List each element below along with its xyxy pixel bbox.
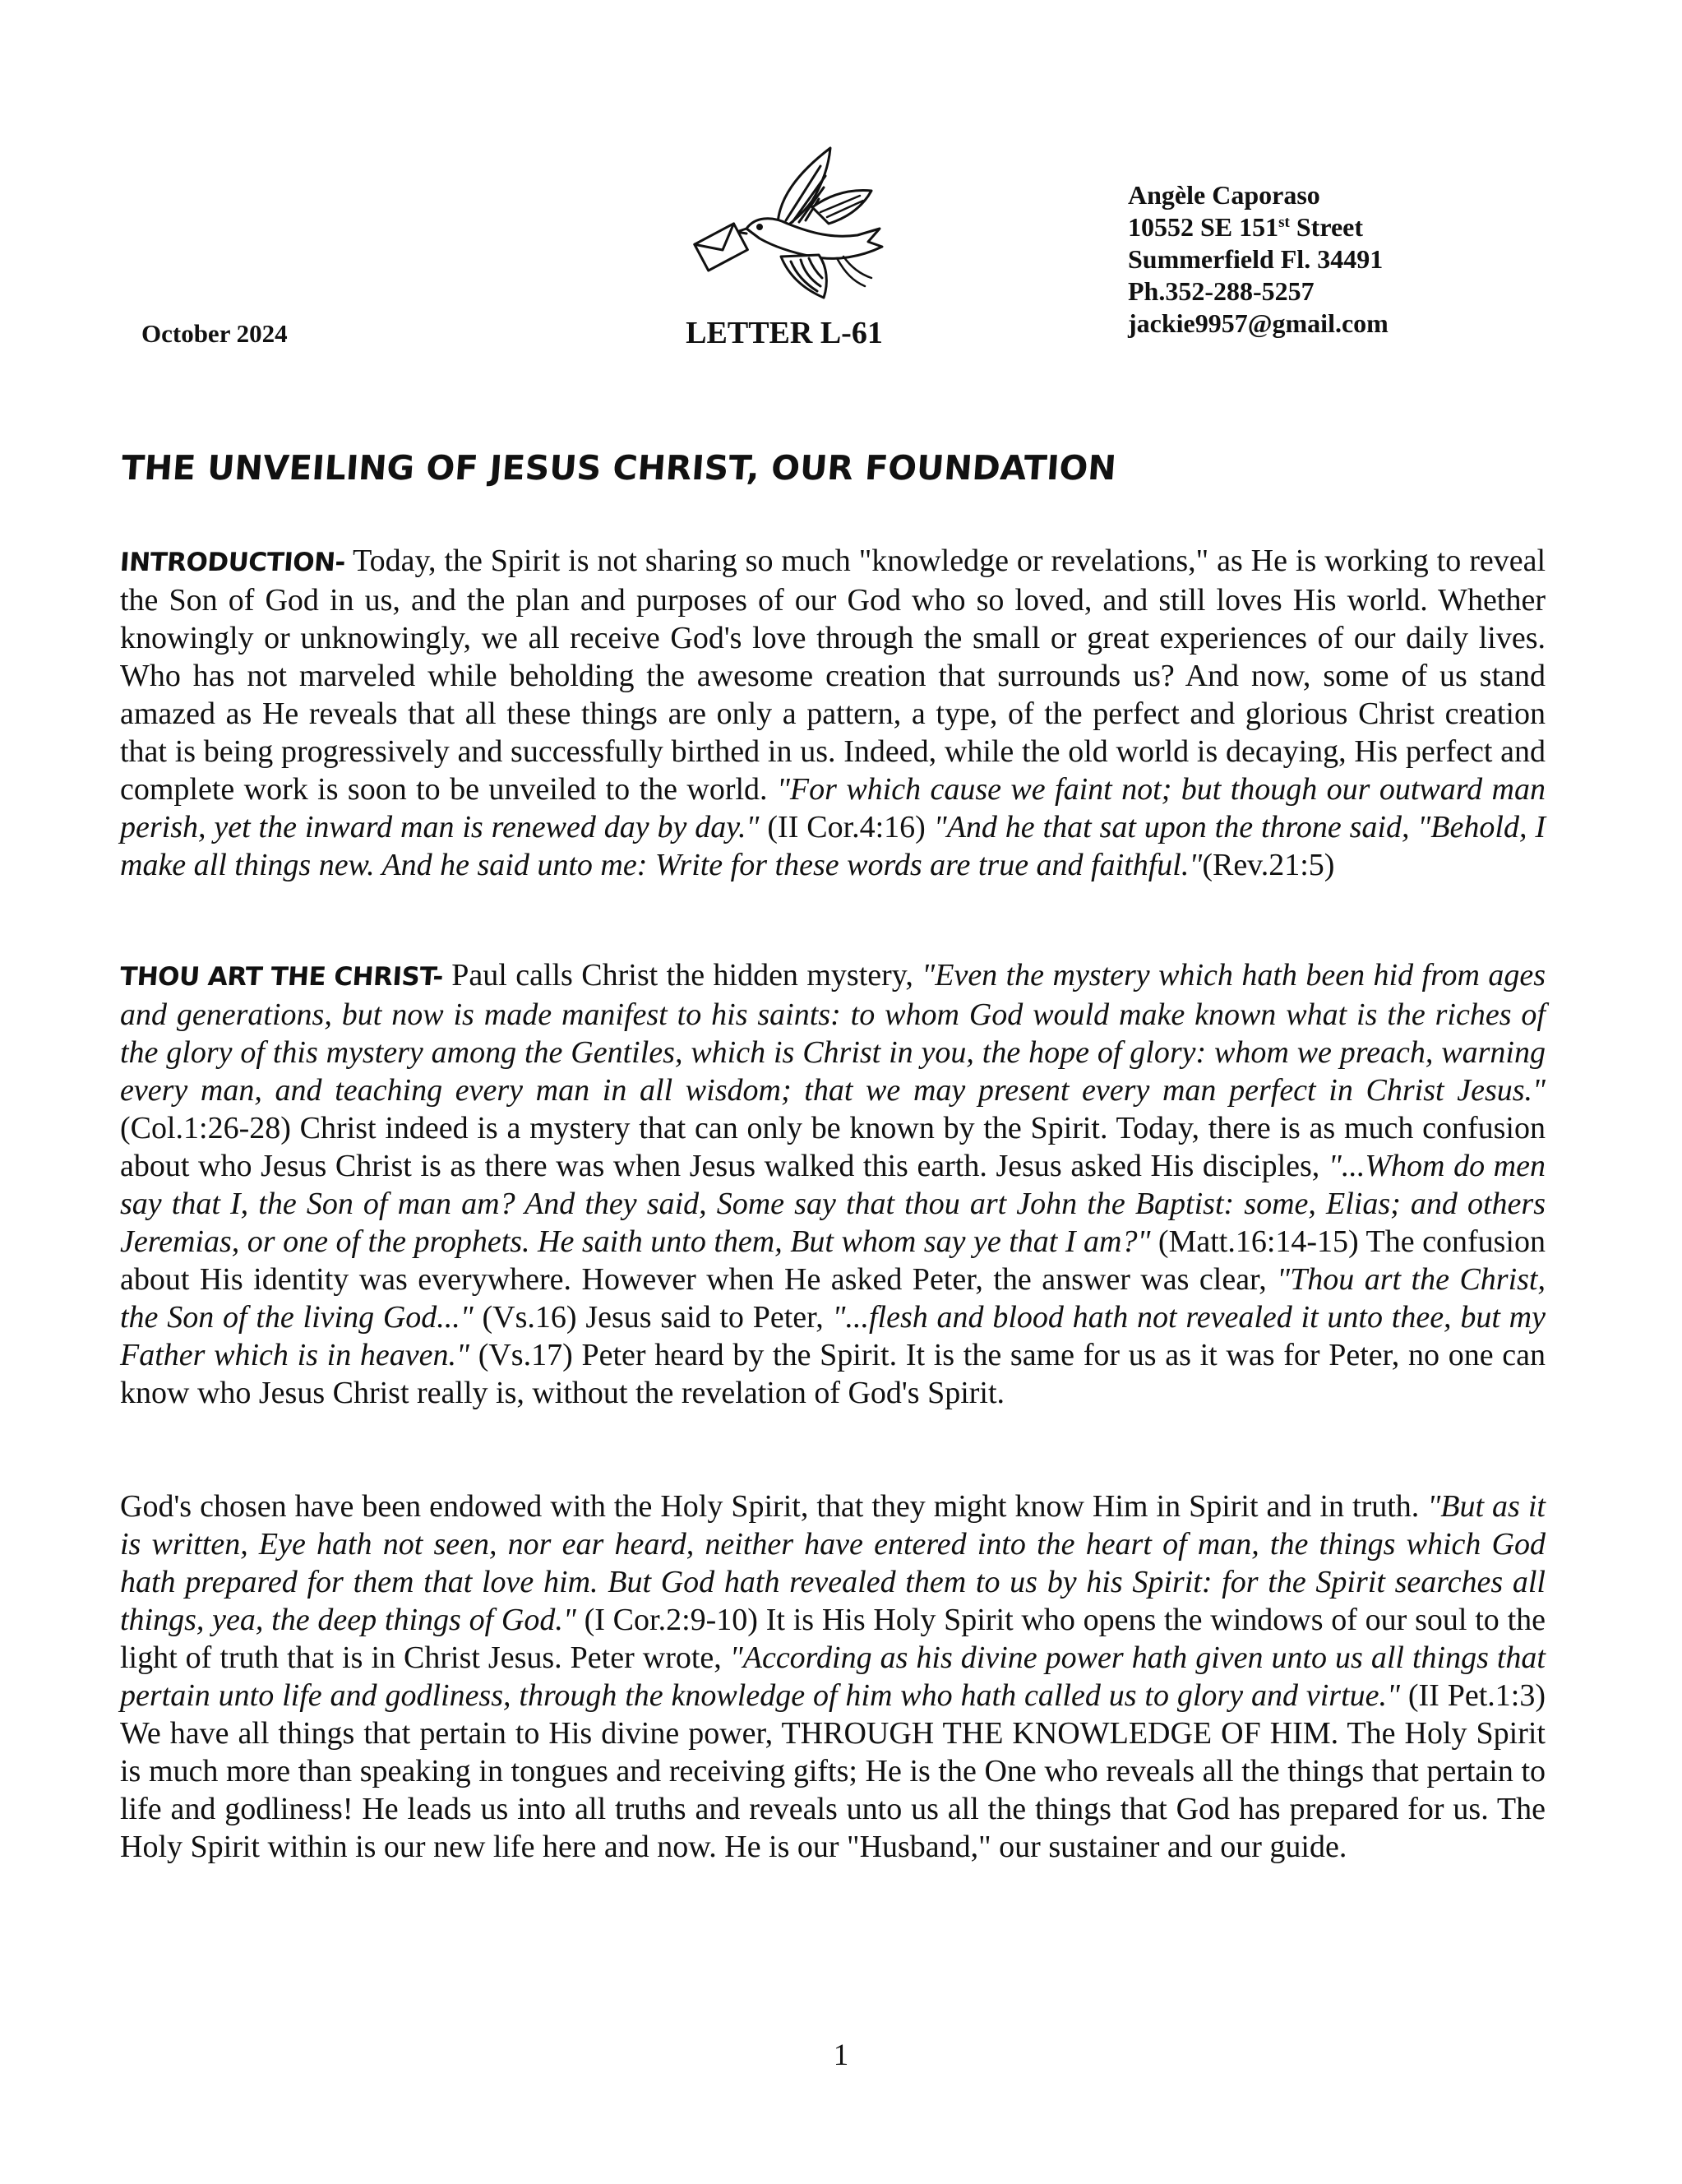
scripture-quote: "And he that sat upon the throne said, "Behold, I make all things new. And he said unto me: Write for these words are true and faithful." <box>120 810 1546 882</box>
letter-title: THE UNVEILING OF JESUS CHRIST, OUR FOUNDATION <box>120 448 1118 488</box>
scripture-quote: "...Whom do men say that I, the Son of man am? And they said, Some say that thou art John the Baptist: some, Elias; and others Jeremias, or one of the prophets. He saith unto them, But whom say ye that I am?" <box>120 1149 1546 1259</box>
body-text-run: (Vs.16) Jesus said to Peter, <box>473 1300 833 1335</box>
scripture-quote: "Even the mystery which hath been hid from ages and generations, but now is made manifest to his saints: to whom God would make known what is the riches of the glory of this mystery among the Gentiles, which is Christ in you, the hope of glory: whom we preach, warning every man, and teaching every man in all wisdom; that we may present every man perfect in Christ Jesus." <box>120 958 1546 1108</box>
body-text-run: (II Cor.4:16) <box>759 810 934 844</box>
sender-street: 10552 SE 151st Street <box>1128 212 1364 242</box>
scripture-quote: "...flesh and blood hath not revealed it unto thee, but my Father which is in heaven." <box>120 1300 1546 1372</box>
body-text-run: (Rev.21:5) <box>1202 848 1335 882</box>
body-text-run: God's chosen have been endowed with the Holy Spirit, that they might know Him in Spirit and in truth. <box>120 1489 1428 1524</box>
paragraph-thou-art-the-christ <box>120 956 1546 1412</box>
page-number: 1 <box>833 2038 849 2072</box>
letter-date: October 2024 <box>141 319 288 348</box>
sender-phone: Ph.352-288-5257 <box>1128 276 1315 306</box>
sender-address <box>1128 179 1389 340</box>
dove-with-letter-icon <box>689 141 894 306</box>
section-lead-heading: INTRODUCTION- <box>118 548 347 577</box>
sender-name: Angèle Caporaso <box>1128 180 1320 210</box>
body-text-run: (II Pet.1:3) We have all things that pertain to His divine power, THROUGH THE KNOWLEDGE OF HIM. The Holy Spirit is much more than speaking in tongues and receiving gifts; He is the One who reveals all the things that pertain to life and godliness! He leads us into all truths and reveals unto us all the things that God has prepared for us. The Holy Spirit within is our new life here and now. He is our "Husband," our sustainer and our guide. <box>120 1678 1546 1864</box>
section-lead-heading: THOU ART THE CHRIST- <box>118 962 445 992</box>
scripture-quote: "But as it is written, Eye hath not seen, nor ear heard, neither have entered into the heart of man, the things which God hath prepared for them that love him. But God hath revealed them to us by his Spirit: for the Spirit searches all things, yea, the deep things of God." <box>120 1489 1546 1637</box>
body-text-run: (Col.1:26-28) Christ indeed is a mystery that can only be known by the Spirit. Today, there is as much confusion about who Jesus Christ is as there was when Jesus walked this earth. Jesus asked His disciples, <box>120 1111 1546 1183</box>
paragraph-introduction <box>120 542 1546 884</box>
sender-email: jackie9957@gmail.com <box>1128 308 1389 338</box>
body-text-run: (Vs.17) Peter heard by the Spirit. It is the same for us as it was for Peter, no one can know who Jesus Christ really is, without the revelation of God's Spirit. <box>120 1338 1546 1410</box>
scripture-quote: "According as his divine power hath given unto us all things that pertain unto life and godliness, through the knowledge of him who hath called us to glory and virtue." <box>120 1640 1546 1713</box>
sender-city: Summerfield Fl. 34491 <box>1128 244 1384 274</box>
scripture-quote: "For which cause we faint not; but though our outward man perish, yet the inward man is renewed day by day." <box>120 772 1546 844</box>
body-text-run: (I Cor.2:9-10) It is His Holy Spirit who opens the windows of our soul to the light of truth that is in Christ Jesus. Peter wrote, <box>120 1603 1546 1675</box>
body-text-run: Today, the Spirit is not sharing so much "knowledge or revelations," as He is working to reveal the Son of God in us, and the plan and purposes of our God who so loved, and still loves His world. Whether knowingly or unknowingly, we all receive God's love through the small or great experiences of our daily lives. Who has not marveled while beholding the awesome creation that surrounds us? And now, some of us stand amazed as He reveals that all these things are only a pattern, a type, of the perfect and glorious Christ creation that is being progressively and successfully birthed in us. Indeed, while the old world is decaying, His perfect and complete work is soon to be unveiled to the world. <box>120 544 1546 807</box>
body-text-run: (Matt.16:14-15) The confusion about His identity was everywhere. However when He asked Peter, the answer was clear, <box>120 1224 1546 1297</box>
letter-number: LETTER L-61 <box>686 316 883 350</box>
body-text-run: Paul calls Christ the hidden mystery, <box>442 958 922 993</box>
paragraph-holy-spirit <box>120 1488 1546 1866</box>
scripture-quote: "Thou art the Christ, the Son of the living God..." <box>120 1262 1546 1335</box>
